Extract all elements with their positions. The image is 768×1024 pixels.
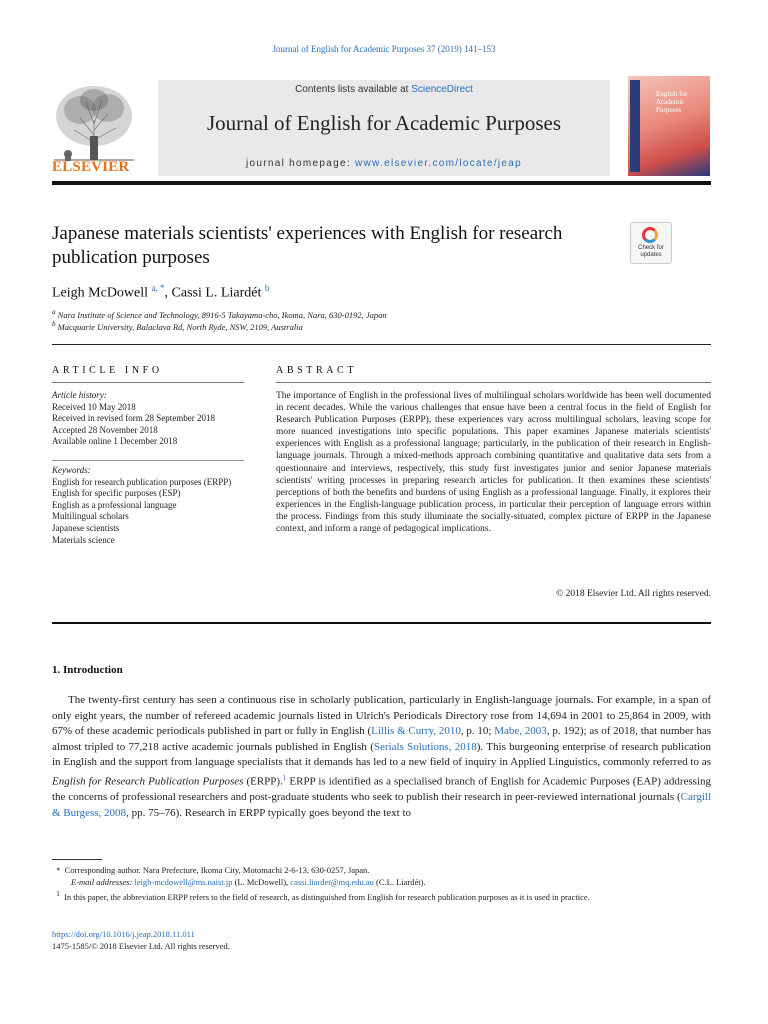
running-head[interactable]: Journal of English for Academic Purposes 37 (2019) 141–153 — [272, 44, 496, 54]
abstract-heading: ABSTRACT — [276, 365, 358, 376]
affiliation-a: $^a$ Nara Institute of Science and Technology, 8916-5 Takayama-cho, Ikoma, Nara, 630-0192, Japan — [52, 308, 387, 320]
doi-link[interactable]: https://doi.org/10.1016/j.jeap.2018.11.011 — [52, 929, 195, 939]
abstract-text: The importance of English in the professional lives of multilingual scholars worldwide has been well documented in recent decades. While the various challenges that ensue have been a central focus in the field of English for Research Publication Purposes (ERPP), these experiences vary across multilingual scholars, leaving scope for more nuanced investigations into specific populations. This paper examines Japanese materials scientists' experiences with English as a professional language; particularly, in the publication of their research in English-language journals. Through a mixed-methods approach combining quantitative and qualitative data sets from a questionnaire and interviews, respectively, this study first investigates junior and senior Japanese materials scientists' writing processes in preparing research articles for publication. It then examines these scientists' perceptions of both the benefits and burdens of using English as a professional language. Finally, it explores their experiences in the English-language publication process, in particular their perception of language errors within the process. Findings from this study illuminate the socially-situated, complex picture of ERPP in the Japanese context, and inform a range of pedagogical implications. — [276, 391, 711, 535]
history-item: Accepted 28 November 2018 — [52, 424, 158, 435]
author-marks[interactable]: a, * — [151, 283, 165, 293]
introduction-paragraph: The twenty-first century has seen a continuous rise in scholarly publication, particularly in English-language journals. For example, in a span of only eight years, the number of refereed academic journals listed in Ulrich's Periodicals Directory rose from 14,694 in 2001 to 25,864 in 2009, with 67% of these academic periodicals published in part or fully in English (Lillis & Curry, 2010, p. 10; Mabe, 2003, p. 192); as of 2018, that number has almost tripled to 77,218 active academic journals published in English (Serials Solutions, 2018). This burgeoning enterprise of research publication in English and the support from language specialists that it demands has led to a new field of inquiry in Applied Linguistics, commonly referred to as English for Research Publication Purposes (ERPP).$^1$ ERPP is identified as a specialised branch of English for Academic Purposes (EAP) addressing the concerns of professional researchers and post-graduate students who seek to publish their research in peer-reviewed international journals (Cargill & Burgess, 2008, pp. 75–76). Research in ERPP typically goes beyond the text to — [52, 694, 712, 819]
corresponding-author-note: * Corresponding author. Nara Prefecture, Ikoma City, Motomachi 2-6-13, 630-0257, Japan. — [56, 865, 370, 875]
keyword: English as a professional language — [52, 499, 177, 510]
history-item: Received in revised form 28 September 2018 — [52, 413, 215, 424]
check-for-updates-button[interactable] — [630, 222, 672, 264]
keyword: Materials science — [52, 534, 115, 545]
homepage-link[interactable]: www.elsevier.com/locate/jeap — [355, 158, 523, 169]
divider — [52, 622, 711, 624]
article-title: Japanese materials scientists' experiences with English for research publication purposes — [52, 223, 563, 268]
journal-title: Journal of English for Academic Purposes — [206, 111, 562, 135]
affiliation-b: $^b$ Macquarie University, Balaclava Rd, North Ryde, NSW, 2109, Australia — [52, 320, 303, 332]
divider — [52, 344, 711, 345]
cover-strip — [630, 80, 640, 172]
footnote-1: $^1$ In this paper, the abbreviation ERPP refers to the field of research, as distinguished from English for research publication purposes as it is used in practice. — [56, 890, 590, 902]
footnote-link[interactable]: 1 — [282, 773, 287, 782]
sciencedirect-link[interactable]: ScienceDirect — [411, 84, 473, 95]
journal-cover[interactable] — [628, 76, 710, 176]
email-link[interactable]: cassi.liardet@mq.edu.au — [290, 877, 374, 887]
citation-link[interactable]: Cargill & Burgess, 2008 — [52, 791, 711, 819]
footnote-rule — [52, 859, 102, 860]
doi-block — [52, 928, 230, 952]
divider — [52, 460, 244, 461]
citation-link[interactable]: Serials Solutions, 2018 — [373, 740, 477, 753]
footnotes — [52, 864, 711, 903]
keyword: Multilingual scholars — [52, 511, 129, 522]
author-list: Leigh McDowell $^{a, *}$, Cassi L. Liardét $^b$ — [52, 283, 270, 301]
history-item: Received 10 May 2018 — [52, 401, 136, 412]
issn-line: 1475-1585/© 2018 Elsevier Ltd. All rights reserved. — [52, 941, 230, 951]
journal-banner — [158, 80, 610, 176]
author-name: Cassi L. Liardét — [171, 285, 262, 301]
header-rule — [52, 181, 711, 185]
contents-line: Contents lists available at ScienceDirect — [295, 84, 473, 95]
email-note: E-mail addresses: leigh-mcdowell@ms.naist.jp (L. McDowell), cassi.liardet@mq.edu.au (C.L. Liardét). — [71, 877, 426, 887]
keyword: English for research publication purposes (ERPP) — [52, 476, 232, 487]
history-item: Available online 1 December 2018 — [52, 436, 178, 447]
cover-title: English for Academic Purposes — [656, 90, 688, 114]
email-link[interactable]: leigh-mcdowell@ms.naist.jp — [134, 877, 233, 887]
check-updates-label: Check for updates — [638, 245, 664, 258]
section-heading-introduction: 1. Introduction — [52, 664, 123, 676]
author-name: Leigh McDowell — [52, 285, 149, 301]
article-info-heading: ARTICLE INFO — [52, 365, 163, 376]
check-updates-icon — [642, 227, 658, 243]
abstract-copyright: © 2018 Elsevier Ltd. All rights reserved. — [556, 589, 711, 599]
keyword: Japanese scientists — [52, 522, 120, 533]
author-marks[interactable]: b — [264, 283, 270, 293]
citation-link[interactable]: Mabe, 2003 — [494, 725, 547, 738]
keyword: English for specific purposes (ESP) — [52, 488, 181, 499]
homepage-line: journal homepage: www.elsevier.com/locate/jeap — [245, 158, 523, 169]
citation-link[interactable]: Lillis & Curry, 2010 — [371, 725, 461, 738]
divider — [52, 382, 244, 383]
divider — [276, 382, 711, 383]
publisher-name: ELSEVIER — [52, 159, 130, 175]
article-history: Article history: Received 10 May 2018 Received in revised form 28 September 2018 Accepted 28 November 2018 Available online 1 December 2018 — [52, 390, 244, 448]
keywords: Keywords: English for research publication purposes (ERPP) English for specific purposes (ESP) English as a professional language Multilingual scholars Japanese scientists Materials science — [52, 465, 244, 546]
